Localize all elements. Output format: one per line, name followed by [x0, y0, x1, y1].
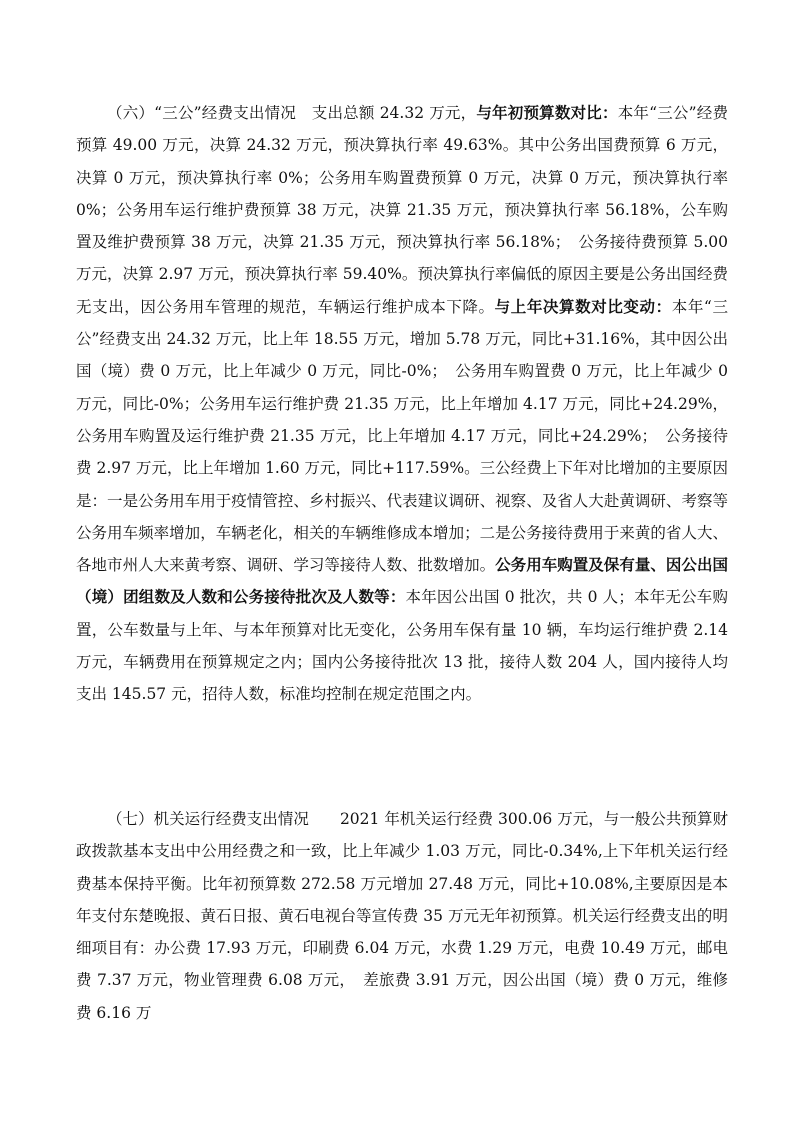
vehicle-reception-text: 本年因公出国 0 批次，共 0 人；本年无公车购置，公车数量与上年、与本年预算对比无变化，公务用车保有量 10 辆，车均运行维护费 2.14 万元，车辆费用在预算规定之内；国内公务接待批次 13 批，接待人数 204 人，国内接待人均支出 145.57 元，招待人数，标准均控制在规定范围之内。	[76, 588, 728, 704]
prior-year-comparison-label: 与上年决算数对比变动：	[494, 297, 672, 316]
paragraph-three-public-expenses	[76, 97, 728, 711]
section-seven-heading: （七）机关运行经费支出情况	[107, 810, 309, 828]
section-six-heading: （六）“三公”经费支出情况	[107, 104, 297, 122]
prior-year-comparison-text: 本年“三公”经费支出 24.32 万元，比上年 18.55 万元，增加 5.78 万元，同比+31.16%，其中因公出国（境）费 0 万元，比上年减少 0 万元，同比-0%； 公务用车购置费 0 万元，比上年减少 0 万元，同比-0%；公务用车运行维护费 21.35 万元，比上年增加 4.17 万元，同比+24.29%，公务用车购置及运行维护费 21.35 万元，比上年增加 4.17 万元，同比+24.29%； 公务接待费 2.97 万元，比上年增加 1.60 万元，同比+117.59%。三公经费上下年对比增加的主要原因是：一是公务用车用于疫情管控、乡村振兴、代表建议调研、视察、及省人大赴黄调研、考察等公务用车频率增加，车辆老化，相关的车辆维修成本增加；二是公务接待费用于来黄的省人大、各地市州人大来黄考察、调研、学习等接待人数、批数增加。	[76, 297, 728, 575]
budget-comparison-text: 本年“三公”经费预算 49.00 万元，决算 24.32 万元，预决算执行率 49.63%。其中公务出国费预算 6 万元，决算 0 万元，预决算执行率 0%；公务用车购置费预算 0 万元，决算 0 万元，预决算执行率 0%；公务用车运行维护费预算 38 万元，决算 21.35 万元，预决算执行率 56.18%，公车购置及维护费预算 38 万元，决算 21.35 万元，预决算执行率 56.18%； 公务接待费预算 5.00 万元，决算 2.97 万元，预决算执行率 59.40%。预决算执行率偏低的原因主要是公务出国经费无支出，因公务用车管理的规范，车辆运行维护成本下降。	[76, 104, 728, 316]
total-expense-text: 支出总额 24.32 万元，	[296, 104, 477, 122]
operating-expenses-text: 2021 年机关运行经费 300.06 万元，与一般公共预算财政拨款基本支出中公用经费之和一致，比上年减少 1.03 万元，同比-0.34%,上下年机关运行经费基本保持平衡。比年初预算数 272.58 万元增加 27.48 万元，同比+10.08%,主要原因是本年支付东楚晚报、黄石日报、黄石电视台等宣传费 35 万元无年初预算。机关运行经费支出的明细项目有：办公费 17.93 万元，印刷费 6.04 万元，水费 1.29 万元，电费 10.49 万元，邮电费 7.37 万元，物业管理费 6.08 万元， 差旅费 3.91 万元，因公出国（境）费 0 万元，维修费 6.16 万	[76, 810, 728, 1022]
vehicle-reception-label: 公务用车购置及保有量、因公出国（境）团组数及人数和公务接待批次及人数等：	[76, 556, 728, 607]
budget-comparison-label: 与年初预算数对比：	[476, 104, 618, 122]
paragraph-operating-expenses	[76, 803, 728, 1029]
